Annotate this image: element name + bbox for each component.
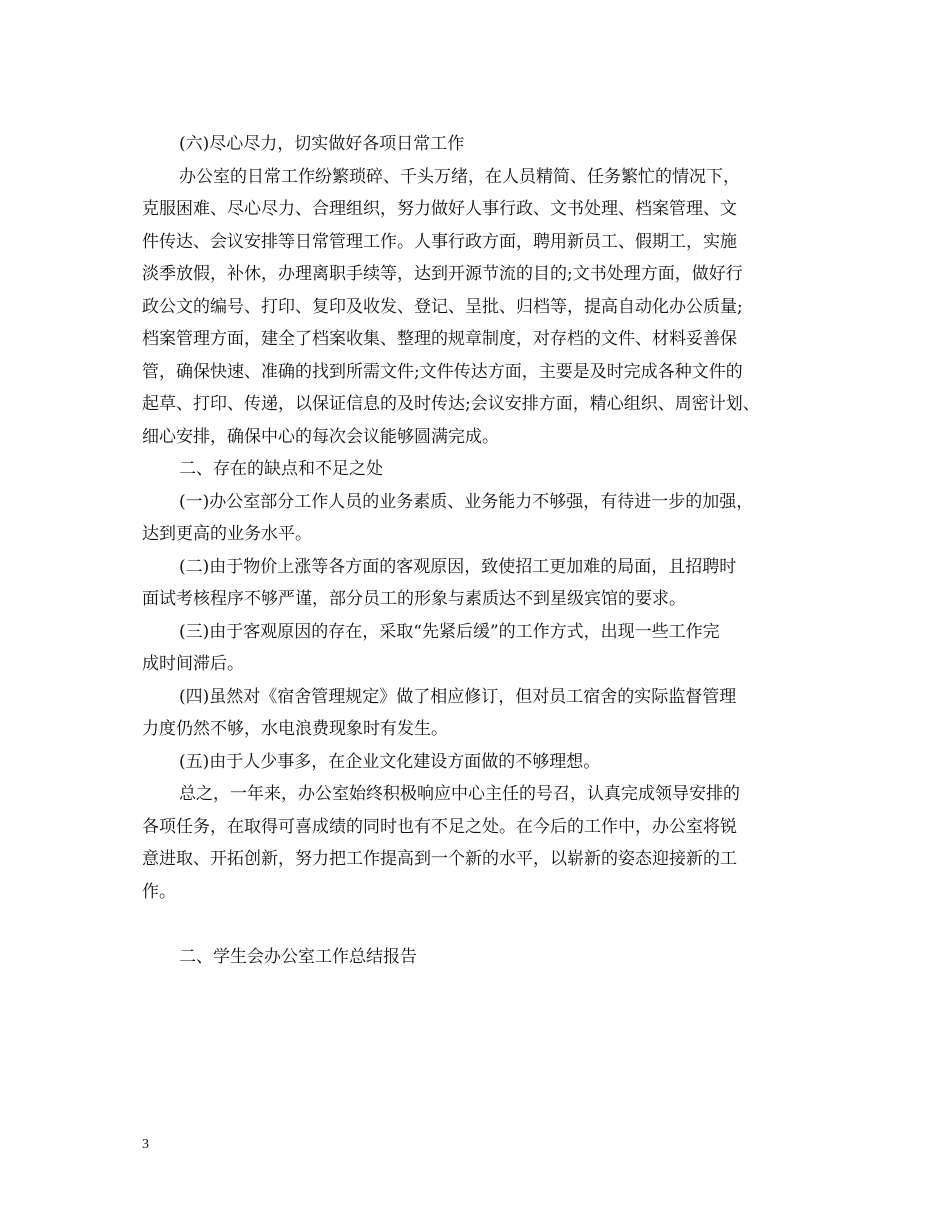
text-line: 起草、打印、传递，以保证信息的及时传达;会议安排方面，精心组织、周密计划、 bbox=[142, 394, 760, 414]
text-line: (二)由于物价上涨等各方面的客观原因，致使招工更加难的局面，且招聘时 bbox=[179, 556, 737, 577]
text-line bbox=[142, 908, 822, 941]
text-line: (三)由于客观原因的存在，采取“先紧后缓”的工作方式，出现一些工作完 bbox=[179, 621, 720, 642]
document-body bbox=[142, 128, 822, 973]
text-line: (六)尽心尽力，切实做好各项日常工作 bbox=[179, 134, 465, 154]
text-line: 各项任务，在取得可喜成绩的同时也有不足之处。在今后的工作中，办公室将锐 bbox=[142, 816, 737, 837]
text-line: 总之，一年来，办公室始终积极响应中心主任的号召，认真完成领导安排的 bbox=[179, 784, 740, 804]
text-line: 力度仍然不够，水电浪费现象时有发生。 bbox=[142, 719, 448, 739]
text-line: 管，确保快速、准确的找到所需文件;文件传达方面，主要是及时完成各种文件的 bbox=[142, 361, 743, 382]
text-line: 作。 bbox=[142, 881, 176, 902]
page-number: 3 bbox=[142, 1137, 149, 1152]
text-line: 档案管理方面，建全了档案收集、整理的规章制度，对存档的文件、材料妥善保 bbox=[142, 329, 737, 349]
text-line: 淡季放假，补休，办理离职手续等，达到开源节流的目的;文书处理方面，做好行 bbox=[142, 264, 743, 284]
text-line: 细心安排，确保中心的每次会议能够圆满完成。 bbox=[142, 426, 499, 447]
text-line: 件传达、会议安排等日常管理工作。人事行政方面，聘用新员工、假期工，实施 bbox=[142, 231, 737, 252]
text-line: 政公文的编号、打印、复印及收发、登记、呈批、归档等，提高自动化办公质量; bbox=[142, 296, 743, 317]
text-lines bbox=[142, 128, 822, 973]
text-line: 二、学生会办公室工作总结报告 bbox=[179, 946, 417, 967]
text-line: (五)由于人少事多，在企业文化建设方面做的不够理想。 bbox=[179, 751, 601, 772]
text-line: 达到更高的业务水平。 bbox=[142, 524, 312, 544]
text-line: 意进取、开拓创新，努力把工作提高到一个新的水平，以崭新的姿态迎接新的工 bbox=[142, 849, 737, 869]
text-line: (一)办公室部分工作人员的业务素质、业务能力不够强，有待进一步的加强， bbox=[179, 491, 754, 512]
text-line: 成时间滞后。 bbox=[142, 654, 244, 674]
text-line: 面试考核程序不够严谨，部分员工的形象与素质达不到星级宾馆的要求。 bbox=[142, 589, 686, 609]
text-line: 克服困难、尽心尽力、合理组织，努力做好人事行政、文书处理、档案管理、文 bbox=[142, 199, 737, 219]
text-line: 办公室的日常工作纷繁琐碎、千头万绪，在人员精简、任务繁忙的情况下， bbox=[179, 166, 740, 187]
text-line: (四)虽然对《宿舍管理规定》做了相应修订，但对员工宿舍的实际监督管理 bbox=[179, 686, 737, 707]
text-line: 二、存在的缺点和不足之处 bbox=[179, 459, 383, 479]
